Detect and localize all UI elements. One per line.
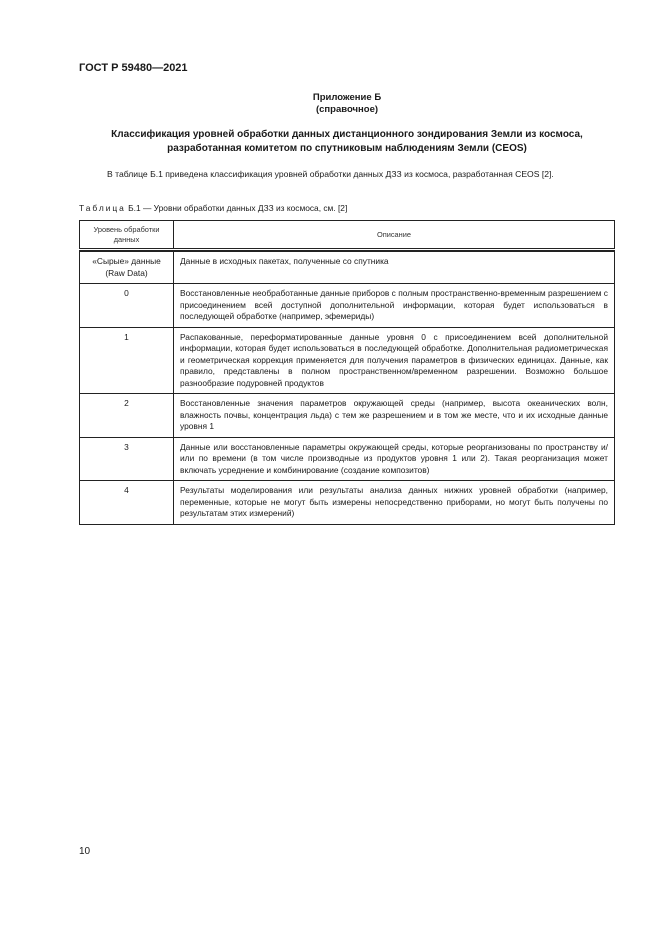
level-cell: 1	[80, 327, 174, 394]
description-cell: Восстановленные необработанные данные приборов с полным пространственно-временным разрешением с присоединением всей доступной дополнительной информации, которая будет использоваться в последующей обработке (например, эфемериды)	[174, 284, 615, 328]
level-cell: 3	[80, 437, 174, 481]
level-cell: 2	[80, 394, 174, 438]
page-number: 10	[79, 846, 91, 857]
level-cell: «Сырые» данные (Raw Data)	[80, 252, 174, 284]
table-header-row	[80, 221, 615, 250]
document-header: ГОСТ Р 59480—2021	[79, 62, 188, 74]
appendix-note: (справочное)	[315, 104, 379, 115]
table-row	[80, 394, 615, 438]
appendix-heading	[79, 92, 615, 116]
level-cell: 4	[80, 481, 174, 525]
table-row	[80, 252, 615, 284]
section-title	[79, 128, 615, 156]
header-level: Уровень обработки данных	[80, 221, 174, 250]
description-cell: Распакованные, переформатированные данные уровня 0 с присоединением всей дополнительной информации, которая будет использоваться в последующей обработке. Дополнительная радиометрическая и геометрическая коррекция применяется для получения параметров в физических единицах. Данные, как правило, представлены в полном пространственном/временном разрешении. Возможно большое разнообразие подуровней продуктов	[174, 327, 615, 394]
appendix-title: Приложение Б	[312, 92, 382, 103]
description-cell: Данные в исходных пакетах, полученные со спутника	[174, 252, 615, 284]
description-cell: Данные или восстановленные параметры окружающей среды, которые реорганизованы по пространству и/или по времени (в том числе производные из продуктов уровня 1 или 2). Такая реорганизация может включать усреднение и комбинирование (создание композитов)	[174, 437, 615, 481]
processing-levels-table	[79, 220, 615, 525]
table-caption	[79, 203, 347, 213]
section-title-line-2: разработанная комитетом по спутниковым наблюдениям Земли (CEOS)	[167, 143, 527, 154]
table-row	[80, 284, 615, 328]
table-row	[80, 481, 615, 525]
table-row	[80, 327, 615, 394]
table-caption-label: Таблица	[79, 203, 126, 213]
table-caption-text: Б.1 — Уровни обработки данных ДЗЗ из космоса, см. [2]	[128, 203, 348, 213]
description-cell: Результаты моделирования или результаты анализа данных нижних уровней обработки (например, переменные, которые не могут быть измерены непосредственно приборами, но могут быть получены по результатам этих измерений)	[174, 481, 615, 525]
description-cell: Восстановленные значения параметров окружающей среды (например, высота океанических волн, влажность почвы, концентрация льда) с тем же разрешением и в том же месте, что и их исходные данные уровня 1	[174, 394, 615, 438]
header-description: Описание	[174, 221, 615, 250]
intro-paragraph: В таблице Б.1 приведена классификация уровней обработки данных ДЗЗ из космоса, разработанная CEOS [2].	[107, 169, 554, 179]
level-cell: 0	[80, 284, 174, 328]
table-row	[80, 437, 615, 481]
section-title-line-1: Классификация уровней обработки данных дистанционного зондирования Земли из космоса,	[111, 129, 583, 140]
